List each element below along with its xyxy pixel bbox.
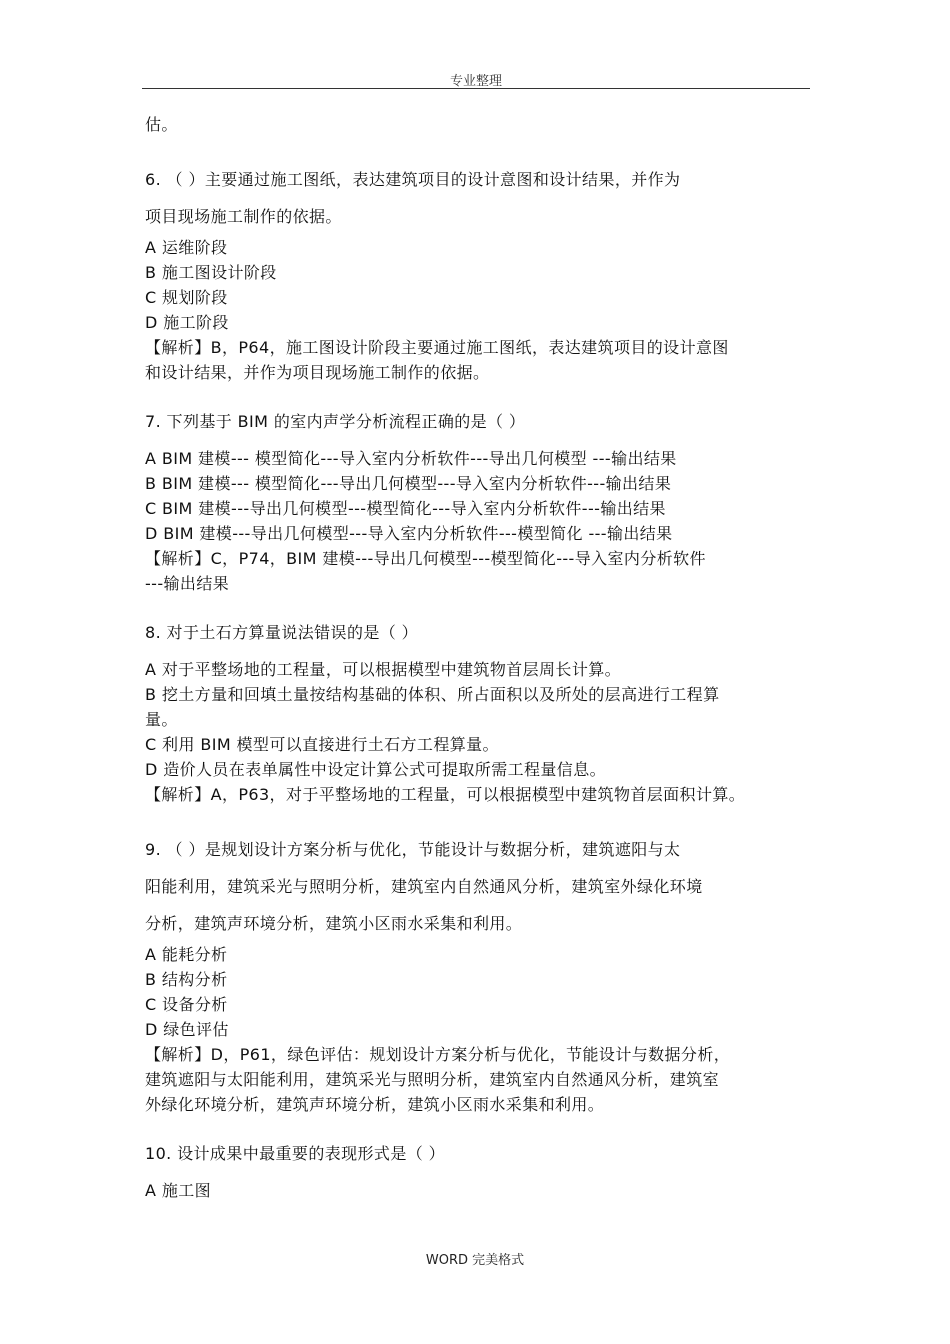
answer-option: A 能耗分析: [145, 945, 228, 964]
answer-option: D 造价人员在表单属性中设定计算公式可提取所需工程量信息。: [145, 760, 607, 779]
question-spacer: [145, 596, 810, 620]
answer-option: B 结构分析: [145, 970, 228, 989]
analysis-text: 建筑遮阳与太阳能利用，建筑采光与照明分析，建筑室内自然通风分析，建筑室: [145, 1070, 720, 1089]
question-spacer: [145, 1117, 810, 1141]
question-stem: 6. （ ）主要通过施工图纸，表达建筑项目的设计意图和设计结果，并作为: [145, 170, 681, 189]
analysis-text: ---输出结果: [145, 574, 230, 593]
answer-option: D BIM 建模---导出几何模型---导入室内分析软件---模型简化 ---输出结果: [145, 524, 673, 543]
analysis-text: 和设计结果，并作为项目现场施工制作的依据。: [145, 363, 490, 382]
analysis-text: 【解析】C，P74，BIM 建模---导出几何模型---模型简化---导入室内分析软件: [145, 549, 706, 568]
question-block: [145, 161, 810, 385]
question-block: [145, 1141, 810, 1203]
question-stem: 9. （ ）是规划设计方案分析与优化，节能设计与数据分析，建筑遮阳与太: [145, 840, 681, 859]
question-block: [145, 620, 810, 807]
stem-spacer: [145, 645, 810, 657]
answer-option: 量。: [145, 710, 178, 729]
question-stem: 10. 设计成果中最重要的表现形式是（ ）: [145, 1144, 446, 1163]
answer-option: B 挖土方量和回填土量按结构基础的体积、所占面积以及所处的层高进行工程算: [145, 685, 720, 704]
question-stem: 项目现场施工制作的依据。: [145, 207, 342, 226]
answer-option: B 施工图设计阶段: [145, 263, 277, 282]
answer-option: D 绿色评估: [145, 1020, 229, 1039]
answer-option: C BIM 建模---导出几何模型---模型简化---导入室内分析软件---输出结果: [145, 499, 666, 518]
page-header: 专业整理: [449, 74, 502, 89]
question-block: [145, 831, 810, 1117]
header-divider: [142, 88, 810, 89]
question-spacer: [145, 137, 810, 161]
question-block: [145, 409, 810, 596]
answer-option: C 设备分析: [145, 995, 228, 1014]
question-spacer: [145, 807, 810, 831]
answer-option: A 运维阶段: [145, 238, 228, 257]
answer-option: A 施工图: [145, 1181, 212, 1200]
carryover-text: 估。: [145, 115, 178, 134]
answer-option: D 施工阶段: [145, 313, 229, 332]
question-stem: 分析，建筑声环境分析，建筑小区雨水采集和利用。: [145, 914, 523, 933]
page-footer: WORD 完美格式: [425, 1253, 525, 1268]
answer-option: A BIM 建模--- 模型简化---导入室内分析软件---导出几何模型 ---输出结果: [145, 449, 677, 468]
analysis-text: 外绿化环境分析，建筑声环境分析，建筑小区雨水采集和利用。: [145, 1095, 605, 1114]
question-stem: 8. 对于土石方算量说法错误的是（ ）: [145, 623, 419, 642]
question-spacer: [145, 385, 810, 409]
answer-option: A 对于平整场地的工程量，可以根据模型中建筑物首层周长计算。: [145, 660, 622, 679]
stem-spacer: [145, 434, 810, 446]
question-list: [145, 137, 810, 1203]
answer-option: C 规划阶段: [145, 288, 228, 307]
answer-option: C 利用 BIM 模型可以直接进行土石方工程算量。: [145, 735, 499, 754]
question-stem: 阳能利用，建筑采光与照明分析，建筑室内自然通风分析，建筑室外绿化环境: [145, 877, 703, 896]
document-body: [145, 112, 810, 1203]
analysis-text: 【解析】B，P64，施工图设计阶段主要通过施工图纸，表达建筑项目的设计意图: [145, 338, 729, 357]
analysis-text: 【解析】D，P61，绿色评估：规划设计方案分析与优化，节能设计与数据分析，: [145, 1045, 731, 1064]
answer-option: B BIM 建模--- 模型简化---导出几何模型---导入室内分析软件---输出结果: [145, 474, 672, 493]
stem-spacer: [145, 1166, 810, 1178]
question-stem: 7. 下列基于 BIM 的室内声学分析流程正确的是（ ）: [145, 412, 526, 431]
analysis-text: 【解析】A，P63，对于平整场地的工程量，可以根据模型中建筑物首层面积计算。: [145, 785, 746, 804]
